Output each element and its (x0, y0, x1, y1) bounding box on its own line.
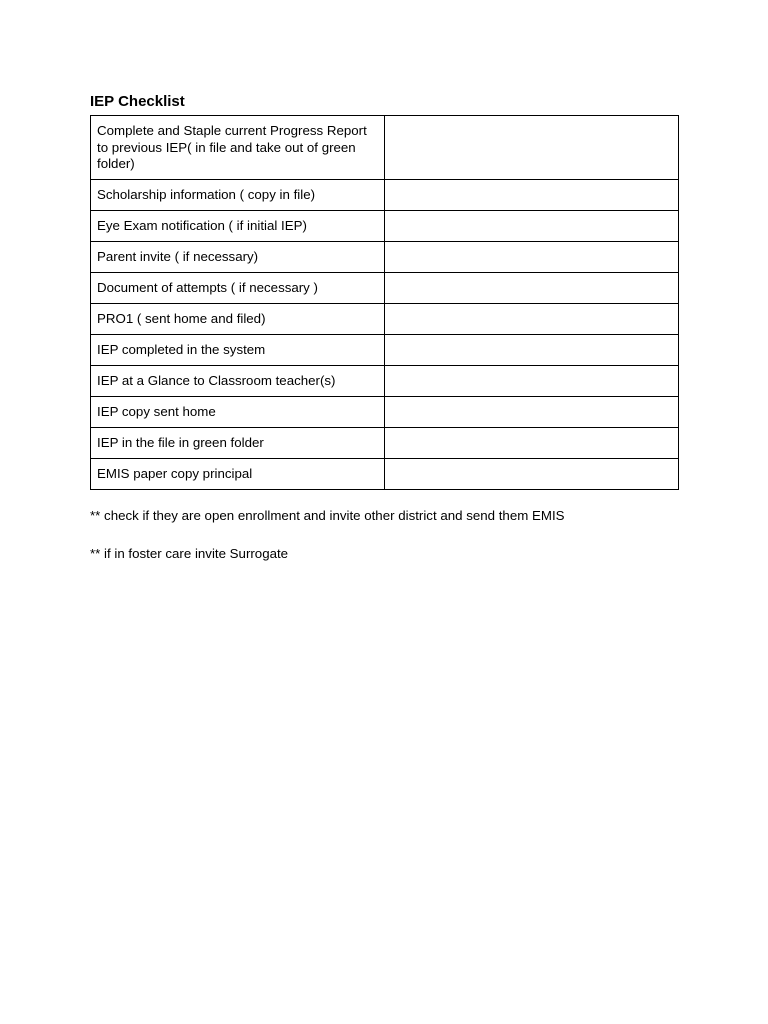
table-row (91, 116, 679, 180)
checklist-check-cell (385, 428, 679, 459)
table-row (91, 242, 679, 273)
note-open-enrollment: ** check if they are open enrollment and invite other district and send them EMIS (90, 508, 565, 523)
checklist-item-label: IEP in the file in green folder (91, 428, 385, 459)
page-title: IEP Checklist (90, 93, 185, 110)
checklist-check-cell (385, 273, 679, 304)
table-row (91, 273, 679, 304)
checklist-item-label: Document of attempts ( if necessary ) (91, 273, 385, 304)
checklist-item-label: PRO1 ( sent home and filed) (91, 304, 385, 335)
checklist-item-label: Eye Exam notification ( if initial IEP) (91, 211, 385, 242)
checklist-item-label: IEP copy sent home (91, 397, 385, 428)
checklist-check-cell (385, 335, 679, 366)
note-foster-care: ** if in foster care invite Surrogate (90, 546, 289, 561)
table-row (91, 366, 679, 397)
checklist-table (90, 115, 679, 490)
table-row (91, 459, 679, 490)
checklist-check-cell (385, 304, 679, 335)
checklist-item-label: IEP at a Glance to Classroom teacher(s) (91, 366, 385, 397)
checklist-check-cell (385, 366, 679, 397)
table-row (91, 397, 679, 428)
checklist-item-label: Parent invite ( if necessary) (91, 242, 385, 273)
table-row (91, 180, 679, 211)
checklist-item-label: EMIS paper copy principal (91, 459, 385, 490)
table-row (91, 304, 679, 335)
checklist-item-label: Complete and Staple current Progress Report to previous IEP( in file and take out of green folder) (91, 116, 385, 180)
checklist-check-cell (385, 459, 679, 490)
table-row (91, 211, 679, 242)
checklist-check-cell (385, 242, 679, 273)
checklist-item-label: IEP completed in the system (91, 335, 385, 366)
checklist-check-cell (385, 397, 679, 428)
checklist-check-cell (385, 116, 679, 180)
checklist-item-label: Scholarship information ( copy in file) (91, 180, 385, 211)
table-row (91, 335, 679, 366)
table-row (91, 428, 679, 459)
checklist-check-cell (385, 180, 679, 211)
checklist-check-cell (385, 211, 679, 242)
